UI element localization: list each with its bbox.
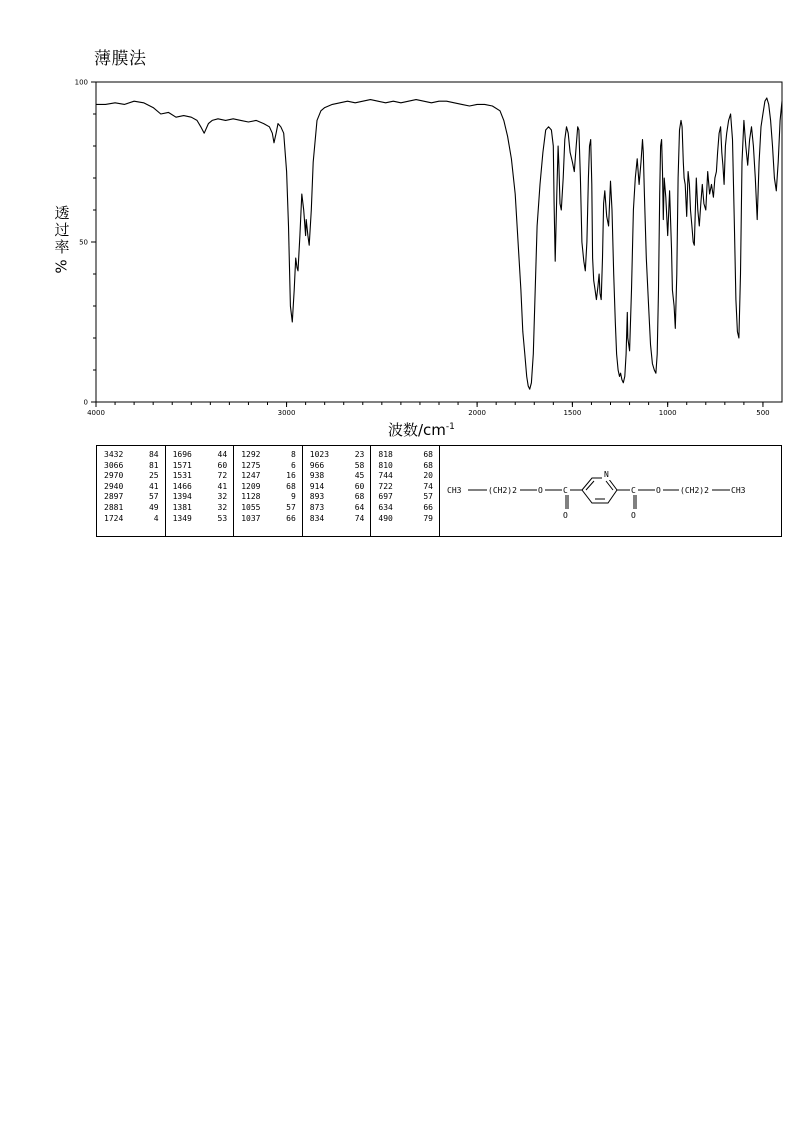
x-tick-label: 1500: [563, 409, 582, 417]
y-axis-label-char-3: 率: [54, 238, 70, 256]
peak-wavenumber: 1349: [172, 513, 192, 523]
peak-row: [241, 492, 296, 503]
ir-spectrum-chart: [0, 0, 794, 440]
peak-wavenumber: 966: [309, 460, 325, 470]
peak-row: [241, 471, 296, 482]
spectrum-line: [96, 98, 782, 389]
peak-wavenumber: 810: [378, 460, 393, 470]
peak-row: [173, 503, 228, 514]
peak-row: [173, 450, 228, 461]
peak-wavenumber: 1275: [241, 460, 261, 470]
peak-row: [378, 514, 433, 525]
y-tick-label: 0: [83, 398, 88, 407]
peak-row: [241, 514, 296, 525]
peak-transmittance: 44: [217, 450, 228, 459]
peak-row: [310, 514, 365, 525]
structure-left-ch3: CH3: [447, 486, 462, 495]
peak-wavenumber: 1055: [241, 502, 261, 512]
peak-row: [378, 492, 433, 503]
structure-left-chain: (CH2)2: [488, 486, 517, 495]
peak-row: [104, 482, 159, 493]
peak-wavenumber: 914: [309, 481, 325, 491]
peak-wavenumber: 3066: [104, 460, 124, 470]
peak-wavenumber: 834: [309, 513, 325, 523]
peak-transmittance: 8: [290, 450, 296, 459]
peak-wavenumber: 634: [378, 502, 393, 512]
structure-left-oxygen: O: [538, 486, 543, 495]
peak-table: [96, 445, 440, 537]
peak-wavenumber: 1394: [172, 492, 192, 502]
peak-wavenumber: 938: [309, 471, 325, 481]
peak-row: [173, 492, 228, 503]
structure-right-oxygen: O: [656, 486, 661, 495]
peak-row: [173, 482, 228, 493]
y-axis-label-char-2: 过: [54, 221, 70, 239]
peak-transmittance: 32: [217, 502, 228, 512]
peak-column: [166, 446, 235, 536]
peak-transmittance: 57: [286, 502, 296, 512]
x-tick-label: 4000: [87, 409, 105, 417]
peak-row: [104, 461, 159, 472]
peak-column: [303, 446, 372, 536]
peak-transmittance: 32: [217, 492, 228, 502]
x-axis-label-text: 波数/cm: [388, 421, 446, 439]
peak-row: [104, 471, 159, 482]
peak-transmittance: 68: [286, 481, 296, 491]
peak-transmittance: 6: [290, 460, 296, 470]
peak-transmittance: 60: [354, 481, 365, 491]
peak-row: [104, 450, 159, 461]
structure-right-chain: (CH2)2: [680, 486, 709, 495]
peak-row: [310, 482, 365, 493]
peak-wavenumber: 1023: [309, 450, 330, 459]
peak-row: [310, 461, 365, 472]
peak-row: [378, 482, 433, 493]
y-tick-label: 100: [74, 78, 88, 87]
peak-wavenumber: 1128: [241, 492, 261, 502]
peak-row: [173, 514, 228, 525]
peak-row: [378, 503, 433, 514]
structure-right-ch3: CH3: [731, 486, 746, 495]
peak-transmittance: 41: [148, 481, 159, 491]
peak-wavenumber: 744: [378, 471, 393, 481]
peak-row: [310, 503, 365, 514]
peak-row: [310, 450, 365, 461]
peak-transmittance: 64: [354, 502, 365, 512]
peak-wavenumber: 893: [309, 492, 325, 502]
ring-double-bond: [606, 481, 613, 490]
x-tick-label: 3000: [277, 409, 296, 417]
peak-transmittance: 68: [423, 460, 433, 470]
page-title: 薄膜法: [94, 49, 147, 69]
peak-row: [173, 461, 228, 472]
peak-transmittance: 25: [148, 471, 159, 481]
peak-transmittance: 81: [148, 460, 159, 470]
peak-transmittance: 57: [148, 492, 159, 502]
peak-transmittance: 72: [217, 471, 228, 481]
peak-wavenumber: 1247: [241, 471, 261, 481]
x-tick-label: 2000: [468, 409, 487, 417]
peak-transmittance: 49: [148, 502, 159, 512]
peak-transmittance: 66: [286, 513, 296, 523]
peak-wavenumber: 1696: [172, 450, 192, 459]
peak-transmittance: 20: [423, 471, 433, 481]
peak-row: [173, 471, 228, 482]
peak-wavenumber: 1292: [241, 450, 261, 459]
peak-row: [104, 514, 159, 525]
peak-wavenumber: 873: [309, 502, 325, 512]
peak-transmittance: 74: [423, 481, 433, 491]
peak-transmittance: 57: [423, 492, 433, 502]
peak-transmittance: 45: [354, 471, 365, 481]
peak-column: [234, 446, 303, 536]
structure-nitrogen: N: [604, 470, 609, 479]
peak-wavenumber: 1037: [241, 513, 261, 523]
peak-transmittance: 66: [423, 502, 433, 512]
peak-row: [241, 503, 296, 514]
peak-transmittance: 79: [423, 513, 433, 523]
peak-row: [378, 450, 433, 461]
y-axis-label-char-1: 透: [54, 204, 70, 222]
molecule-structure: [439, 446, 782, 538]
peak-wavenumber: 490: [378, 513, 393, 523]
peak-wavenumber: 1724: [104, 513, 124, 523]
y-axis-label-unit: %: [52, 259, 71, 274]
peak-row: [310, 471, 365, 482]
structure-left-carbon: C: [563, 486, 568, 495]
peak-transmittance: 4: [153, 513, 159, 523]
peak-row: [378, 461, 433, 472]
peak-transmittance: 60: [217, 460, 228, 470]
peak-wavenumber: 818: [378, 450, 393, 459]
peak-transmittance: 23: [354, 450, 365, 459]
peak-row: [104, 492, 159, 503]
y-tick-label: 50: [79, 238, 88, 247]
peak-wavenumber: 3432: [104, 450, 124, 459]
ring-double-bond: [586, 481, 594, 490]
peak-transmittance: 16: [286, 471, 296, 481]
peak-row: [310, 492, 365, 503]
peak-transmittance: 41: [217, 481, 228, 491]
x-tick-label: 1000: [658, 409, 677, 417]
peak-row: [104, 503, 159, 514]
peak-wavenumber: 1531: [172, 471, 192, 481]
peak-wavenumber: 697: [378, 492, 393, 502]
x-axis-label-superscript: -1: [445, 422, 455, 432]
peak-wavenumber: 1209: [241, 481, 261, 491]
structure-right-carbonyl-oxygen: O: [631, 511, 636, 520]
peak-column: [97, 446, 166, 536]
peak-wavenumber: 2897: [104, 492, 124, 502]
peak-wavenumber: 2970: [104, 471, 124, 481]
peak-transmittance: 9: [290, 492, 296, 502]
peak-wavenumber: 722: [378, 481, 393, 491]
structure-right-carbon: C: [631, 486, 636, 495]
peak-column: [371, 446, 439, 536]
peak-transmittance: 74: [354, 513, 365, 523]
peak-wavenumber: 2940: [104, 481, 124, 491]
structure-left-carbonyl-oxygen: O: [563, 511, 568, 520]
peak-transmittance: 53: [217, 513, 228, 523]
peak-row: [241, 482, 296, 493]
peak-row: [241, 461, 296, 472]
x-tick-label: 500: [756, 409, 770, 417]
peak-row: [378, 471, 433, 482]
peak-transmittance: 84: [148, 450, 159, 459]
peak-wavenumber: 1466: [172, 481, 192, 491]
peak-wavenumber: 1571: [172, 460, 192, 470]
structure-panel: [439, 445, 782, 537]
peak-transmittance: 68: [423, 450, 433, 459]
peak-transmittance: 68: [354, 492, 365, 502]
axes-group: [75, 79, 770, 418]
x-axis-label: [388, 419, 455, 440]
peak-wavenumber: 2881: [104, 502, 124, 512]
peak-row: [241, 450, 296, 461]
peak-wavenumber: 1381: [172, 502, 192, 512]
peak-transmittance: 58: [354, 460, 365, 470]
